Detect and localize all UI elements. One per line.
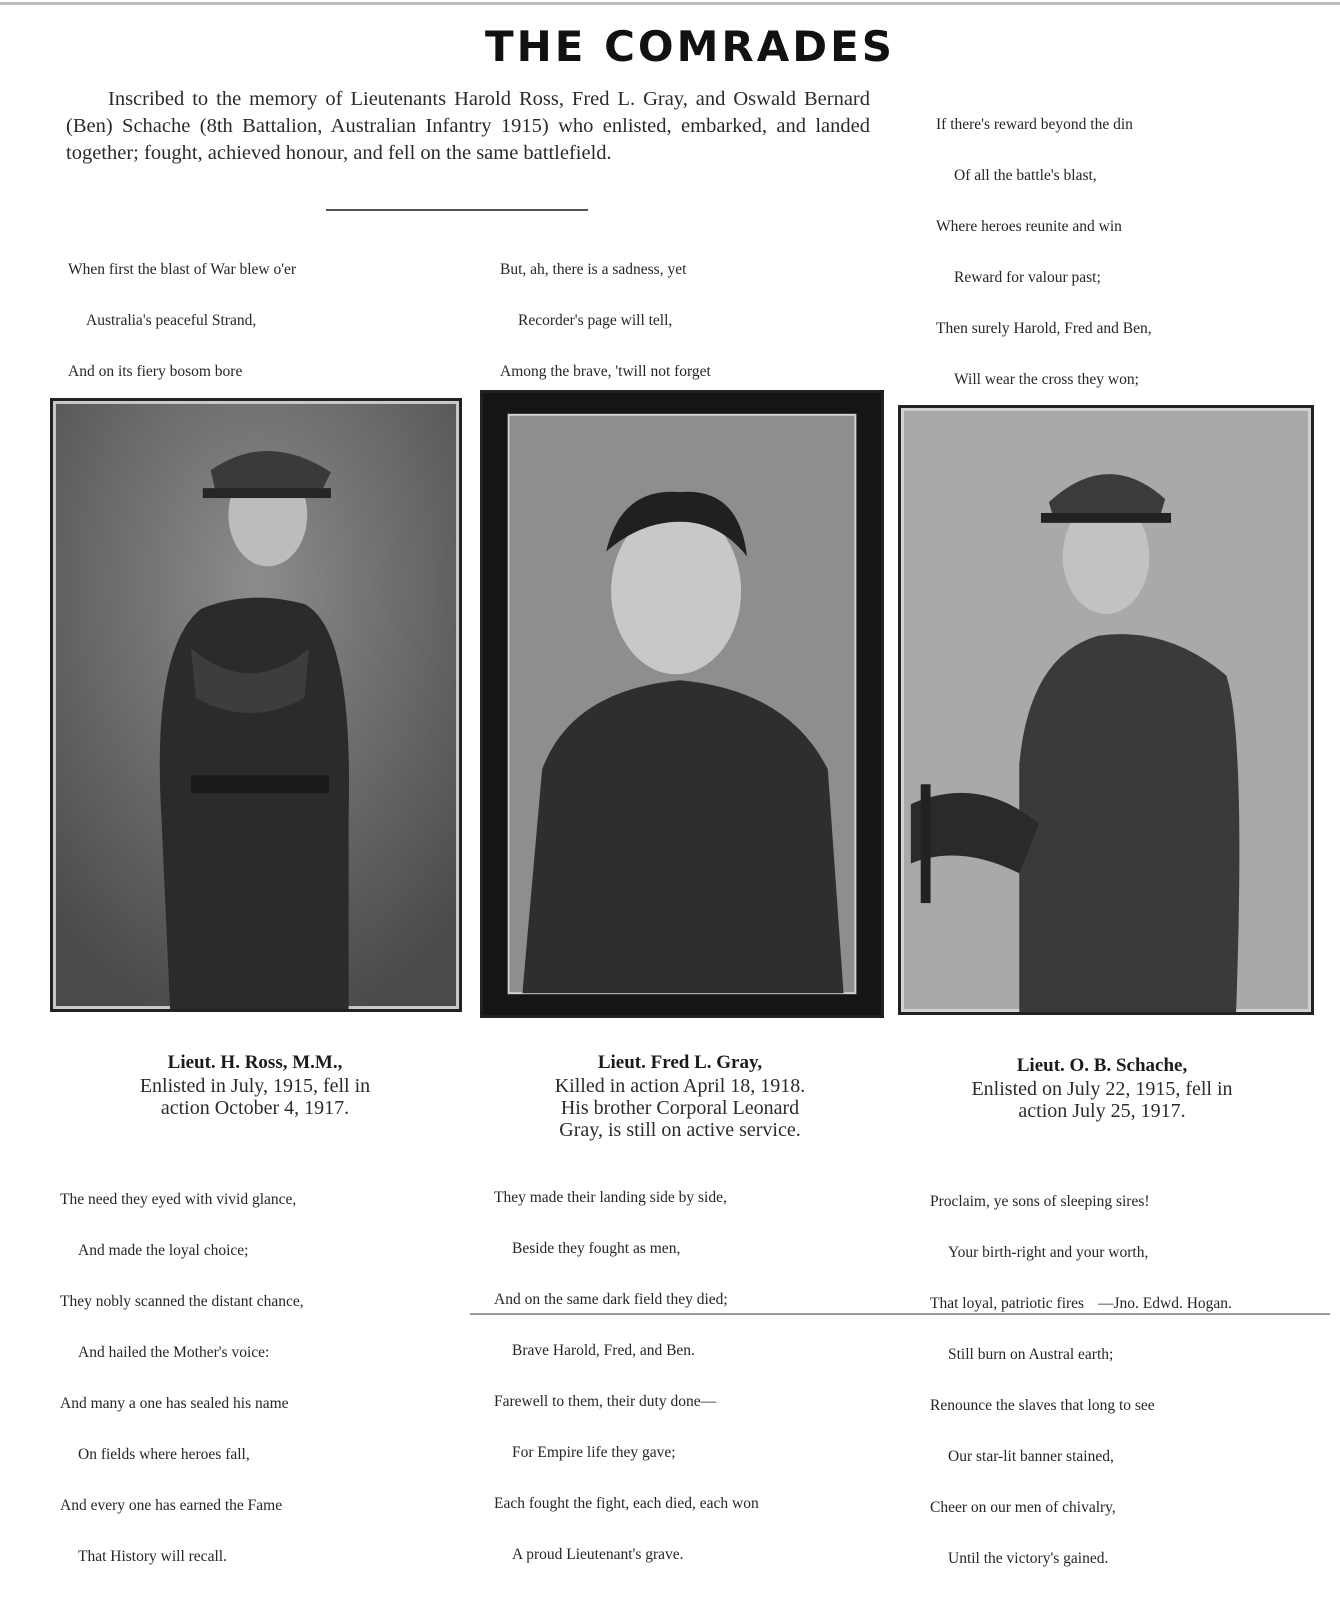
caption-line: Gray, is still on active service. <box>559 1119 801 1141</box>
caption-line: His brother Corporal Leonard <box>560 1097 800 1119</box>
verse-line: And on the same dark field they died; <box>494 1291 728 1308</box>
verse-line: Reward for valour past; <box>954 269 1101 286</box>
verse-line: Our star-lit banner stained, <box>948 1448 1114 1465</box>
portrait-photo-gray <box>480 390 884 1018</box>
verse-line: Each fought the fight, each died, each won <box>494 1495 759 1512</box>
caption-line: Killed in action April 18, 1918. <box>554 1075 806 1097</box>
verse-line: Brave Harold, Fred, and Ben. <box>512 1342 695 1359</box>
verse-line: They nobly scanned the distant chance, <box>60 1293 304 1310</box>
author-signature: —Jno. Edwd. Hogan. <box>1098 1295 1232 1312</box>
poem-stanza-6 <box>930 1159 1155 1601</box>
caption-line: action July 25, 1917. <box>1018 1100 1186 1122</box>
verse-line: And hailed the Mother's voice: <box>78 1344 270 1361</box>
verse-line: The need they eyed with vivid glance, <box>60 1191 297 1208</box>
portrait-photo-schache <box>898 405 1314 1015</box>
verse-line: Where heroes reunite and win <box>936 218 1122 235</box>
poem-stanza-5 <box>494 1155 759 1597</box>
portrait-photo-ross <box>50 398 462 1012</box>
verse-line: That History will recall. <box>78 1548 227 1565</box>
verse-line: Renounce the slaves that long to see <box>930 1397 1155 1414</box>
verse-line: That loyal, patriotic fires <box>930 1295 1085 1312</box>
caption-line: action October 4, 1917. <box>160 1097 350 1119</box>
verse-line: Recorder's page will tell, <box>518 312 673 329</box>
verse-line: Cheer on our men of chivalry, <box>930 1499 1116 1516</box>
photo-caption-gray <box>478 1052 882 1141</box>
verse-line: Farewell to them, their duty done— <box>494 1393 717 1410</box>
verse-line: Then surely Harold, Fred and Ben, <box>936 320 1152 337</box>
verse-line: A proud Lieutenant's grave. <box>512 1546 684 1563</box>
verse-line: Of all the battle's blast, <box>954 167 1097 184</box>
verse-line: Beside they fought as men, <box>512 1240 681 1257</box>
verse-line: And on its fiery bosom bore <box>68 363 243 380</box>
caption-name: Lieut. O. B. Schache, <box>1016 1055 1188 1076</box>
page-title: THE COMRADES <box>484 22 896 71</box>
verse-line: And made the loyal choice; <box>78 1242 249 1259</box>
verse-line: When first the blast of War blew o'er <box>68 261 297 278</box>
verse-line: But, ah, there is a sadness, yet <box>500 261 687 278</box>
verse-line: Will wear the cross they won; <box>954 371 1139 388</box>
dedication-paragraph: Inscribed to the memory of Lieutenants Harold Ross, Fred L. Gray, and Oswald Bernard (Ben) Schache (8th Battalion, Australian Infantry 1915) who enlisted, embarked, and landed together; fought, achieved honour, and fell on the same battlefield. <box>66 88 870 164</box>
verse-line: Until the victory's gained. <box>948 1550 1109 1567</box>
verse-line: Among the brave, 'twill not forget <box>500 363 711 380</box>
caption-name: Lieut. Fred L. Gray, <box>597 1052 763 1073</box>
photo-caption-schache <box>906 1055 1298 1122</box>
bottom-rule <box>470 1313 1330 1315</box>
verse-line: They made their landing side by side, <box>494 1189 727 1206</box>
verse-line: And many a one has sealed his name <box>60 1395 289 1412</box>
section-divider <box>326 209 588 211</box>
verse-line: Proclaim, ye sons of sleeping sires! <box>930 1193 1150 1210</box>
verse-line: And every one has earned the Fame <box>60 1497 283 1514</box>
verse-line: On fields where heroes fall, <box>78 1446 250 1463</box>
caption-line: Enlisted in July, 1915, fell in <box>139 1075 371 1097</box>
caption-line: Enlisted on July 22, 1915, fell in <box>971 1078 1233 1100</box>
verse-line: Australia's peaceful Strand, <box>86 312 257 329</box>
verse-line: If there's reward beyond the din <box>936 116 1133 133</box>
poem-stanza-4 <box>60 1157 304 1599</box>
verse-line: Still burn on Austral earth; <box>948 1346 1114 1363</box>
caption-name: Lieut. H. Ross, M.M., <box>167 1052 343 1073</box>
verse-line: Your birth-right and your worth, <box>948 1244 1149 1261</box>
photo-caption-ross <box>60 1052 450 1119</box>
top-rule <box>0 2 1340 5</box>
verse-line: For Empire life they gave; <box>512 1444 676 1461</box>
